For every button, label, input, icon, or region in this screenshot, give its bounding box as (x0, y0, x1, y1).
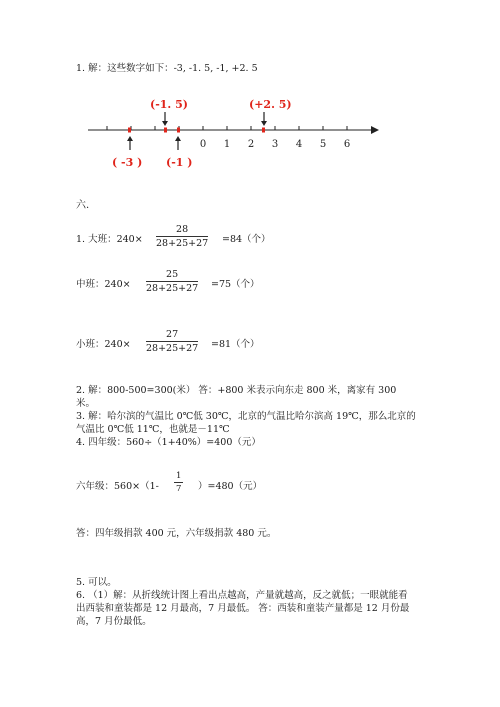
tick-label-6: 6 (343, 139, 351, 150)
line1-num: 28 (156, 224, 208, 237)
q6-line3: 高，7 月份最低。 (76, 616, 152, 627)
tick-label-2: 2 (247, 139, 255, 150)
label-minus-1: (-1 ) (166, 156, 193, 169)
label-minus-1-5: (-1. 5) (150, 98, 188, 111)
q4-line2-suffix: ）=480（元） (198, 481, 263, 492)
line3-den: 28+25+27 (146, 343, 199, 354)
line2-num: 25 (146, 269, 198, 282)
line3-result: =81（个） (211, 339, 260, 350)
label-minus-3: ( -3 ) (112, 156, 143, 169)
line3-prefix: 小班：240× (76, 339, 131, 350)
q6-line1: 6. （1）解：从折线统计图上看出点越高，产量就越高，反之就低；一眼就能看 (76, 590, 408, 601)
q2-line1: 2. 解：800-500=300(米） 答：+800 米表示向东走 800 米，离家有 300 (76, 385, 397, 396)
line2-result: =75（个） (211, 279, 260, 290)
line1-result: =84（个） (222, 234, 271, 245)
line2-den: 28+25+27 (146, 283, 199, 294)
line2-fraction (146, 269, 198, 294)
q3-line2: 气温比 0℃低 11℃，也就是－11℃ (76, 424, 230, 435)
point-minus-1-5 (164, 128, 167, 133)
q2-line2: 米。 (76, 398, 96, 409)
point-minus-3 (128, 128, 131, 133)
q4-line1: 4. 四年级：560÷（1+40%）=400（元） (76, 437, 261, 448)
q4-frac-den: 7 (176, 484, 182, 494)
label-plus-2-5: (+2. 5) (249, 98, 292, 111)
q4-fraction (174, 471, 183, 494)
tick-label-5: 5 (319, 139, 327, 150)
q4-answer: 答：四年级捐款 400 元，六年级捐款 480 元。 (76, 528, 277, 539)
tick-label-3: 3 (271, 139, 279, 150)
tick-label-4: 4 (295, 139, 303, 150)
q4-frac-num: 1 (176, 471, 182, 481)
tick-label-0: 0 (199, 139, 207, 150)
line3-num: 27 (146, 329, 198, 342)
q5-text: 5. 可以。 (76, 577, 117, 588)
line2-prefix: 中班：240× (76, 279, 131, 290)
line1-fraction (156, 224, 208, 249)
q3-line1: 3. 解：哈尔滨的气温比 0℃低 30℃，北京的气温比哈尔滨高 19℃，那么北京的 (76, 411, 416, 422)
line3-fraction (146, 329, 198, 354)
line1-den: 28+25+27 (156, 238, 209, 249)
line1-prefix: 1. 大班：240× (76, 234, 143, 245)
tick-label-1: 1 (223, 139, 231, 150)
point-minus-1 (177, 128, 180, 133)
point-plus-2-5 (262, 128, 265, 133)
q1-text: 1. 解：这些数字如下：-3, -1. 5, -1, +2. 5 (76, 63, 258, 74)
q6-line2: 出西装和童装都是 12 月最高，7 月最低。 答：西装和童装产量都是 12 月份最 (76, 603, 410, 614)
section-six-title: 六. (76, 200, 90, 211)
q4-line2-prefix: 六年级：560×（1- (76, 481, 159, 492)
